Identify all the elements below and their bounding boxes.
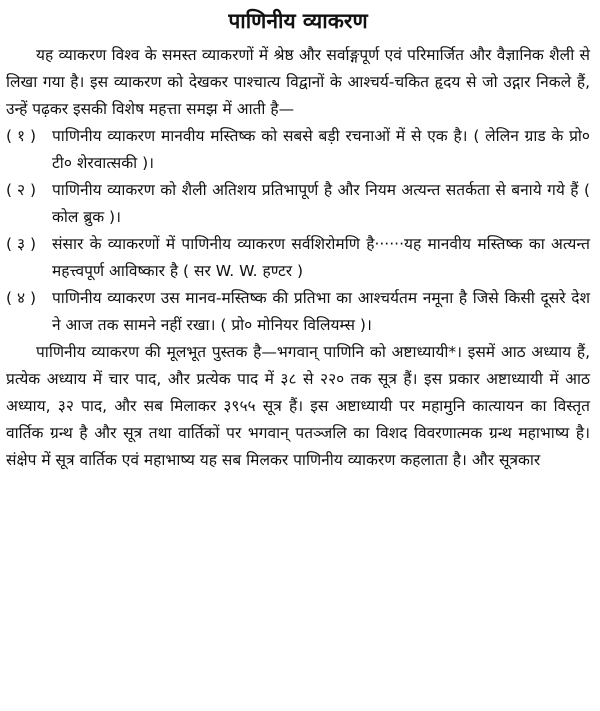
- quote-number: ( २ ): [6, 181, 37, 199]
- quote-item-2: [6, 177, 590, 231]
- quote-item-3: [6, 231, 590, 285]
- intro-paragraph: यह व्याकरण विश्व के समस्त व्याकरणों में श्रेष्ठ और सर्वाङ्गपूर्ण एवं परिमार्जित और वैज्ञानिक शैली से लिखा गया है। इस व्याकरण को देखकर पाश्चात्य विद्वानों के आश्चर्य-चकित हृदय से जो उद्गार निकले हैं, उन्हें पढ़कर इसकी विशेष महत्ता समझ में आती है—: [6, 46, 590, 118]
- quote-item-4: [6, 285, 590, 339]
- quote-text: पाणिनीय व्याकरण को शैली अतिशय प्रतिभापूर्ण है और नियम अत्यन्त सतर्कता से बनाये गये हैं ( कोल ब्रुक )।: [52, 181, 590, 226]
- quote-text: संसार के व्याकरणों में पाणिनीय व्याकरण सर्वशिरोमणि है······यह मानवीय मस्तिष्क का अत्यन्त महत्त्वपूर्ण आविष्कार है ( सर W. W. हण्टर ): [52, 235, 590, 280]
- quote-number: ( ३ ): [6, 235, 37, 253]
- quote-number: ( ४ ): [6, 289, 37, 307]
- quote-item-1: [6, 123, 590, 177]
- quote-text: पाणिनीय व्याकरण उस मानव-मस्तिष्क की प्रतिभा का आश्चर्यतम नमूना है जिसे किसी दूसरे देश ने आज तक सामने नहीं रखा। ( प्रो० मोनियर विलियम्स )।: [52, 289, 590, 334]
- closing-paragraph: पाणिनीय व्याकरण की मूलभूत पुस्तक है—भगवान् पाणिनि को अष्टाध्यायी*। इसमें आठ अध्याय हैं, प्रत्येक अध्याय में चार पाद, और प्रत्येक पाद में ३८ से २२० तक सूत्र हैं। इस प्रकार अष्टाध्यायी में आठ अध्याय, ३२ पाद, और सब मिलाकर ३९५५ सूत्र हैं। इस अष्टाध्यायी पर महामुनि कात्यायन का विस्तृत वार्तिक ग्रन्थ है और सूत्र तथा वार्तिकों पर भगवान् पतञ्जलि का विशद विवरणात्मक ग्रन्थ महाभाष्य है। संक्षेप में सूत्र वार्तिक एवं महाभाष्य यह सब मिलकर पाणिनीय व्याकरण कहलाता है। और सूत्रकार: [6, 343, 590, 469]
- page-title: पाणिनीय व्याकरण: [228, 9, 368, 33]
- quote-number: ( १ ): [6, 127, 37, 145]
- quote-text: पाणिनीय व्याकरण मानवीय मस्तिष्क को सबसे बड़ी रचनाओं में से एक है। ( लेलिन ग्राड के प्रो० टी० शेरवात्सकी )।: [52, 127, 590, 172]
